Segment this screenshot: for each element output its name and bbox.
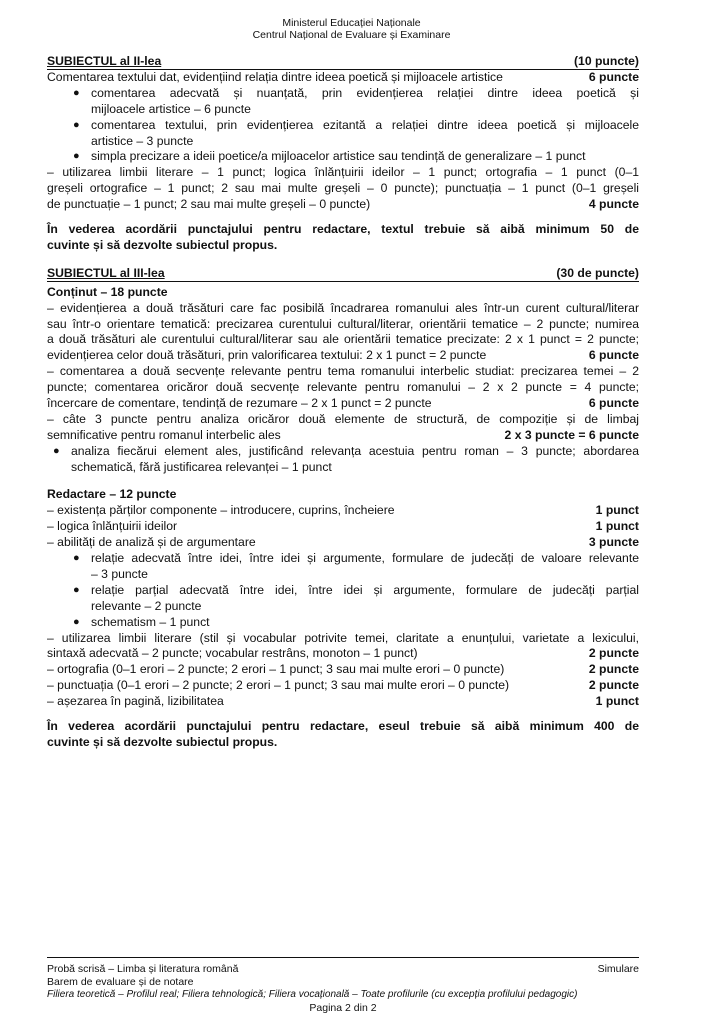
s2-bullet-1 xyxy=(47,86,639,102)
bullet-icon: ● xyxy=(53,444,60,457)
bullet-icon: ● xyxy=(73,118,80,131)
text: comentarea adecvată și nuanțată, prin evidențierea relației dintre ideea poetică și xyxy=(91,85,639,100)
s3-line xyxy=(47,348,639,364)
s3-line: – evidențierea a două trăsături care fac posibilă încadrarea romanului ales într-un curent cultural/literar xyxy=(47,300,639,315)
text: relație adecvată între idei, între idei și argumente, formulare de judecăți de valoare relevante xyxy=(91,551,639,566)
continut-heading: Conținut – 18 puncte xyxy=(47,284,168,299)
header-ministry: Ministerul Educației Naționale xyxy=(282,17,421,29)
footer-line-1 xyxy=(47,963,639,976)
s3-line: – câte 3 puncte pentru analiza oricăror două elemente de structură, de compoziție și de limbaj xyxy=(47,411,639,426)
points: 2 puncte xyxy=(583,678,639,694)
text: evidențierea celor două trăsături, prin valorificarea textului: 2 x 1 punct = 2 puncte xyxy=(47,348,487,363)
text: schematism – 1 punct xyxy=(91,614,210,629)
text: – ortografia (0–1 erori – 2 puncte; 2 erori – 1 punct; 3 sau mai multe erori – 0 puncte) xyxy=(47,662,505,677)
s2-criterion-points: 6 puncte xyxy=(583,70,639,86)
points: 1 punct xyxy=(590,694,639,710)
s3-line: sau într-o orientare tematică: precizarea curentului cultural/literar, orientării tematice – 2 puncte; numirea xyxy=(47,316,639,331)
section-3-title: SUBIECTUL al III-lea xyxy=(47,265,165,280)
s3-line: puncte; comentarea oricăror două secvențe relevante pentru romanului – 2 x 2 puncte = 4 puncte; xyxy=(47,380,639,395)
text: – logica înlănțuirii ideilor xyxy=(47,519,178,534)
text: sintaxă adecvată – 2 puncte; vocabular restrâns, monoton – 1 punct) xyxy=(47,646,418,661)
section-3-heading xyxy=(47,266,639,282)
footer-type: Simulare xyxy=(597,963,639,975)
points: 2 x 3 puncte = 6 puncte xyxy=(499,428,639,444)
bullet-icon: ● xyxy=(73,552,80,565)
r-line: – utilizarea limbii literare (stil și vocabular potrivite temei, claritate a enunțului, varietate a lexicului, xyxy=(47,630,639,645)
s3-line xyxy=(47,396,639,412)
s2-bullet-3 xyxy=(47,149,639,165)
redactare-heading: Redactare – 12 puncte xyxy=(47,487,177,502)
text: comentarea textului, prin evidențierea ezitantă a relației dintre ideea poetică și mijloacele xyxy=(91,117,639,132)
bullet-icon: ● xyxy=(73,583,80,596)
s2-line xyxy=(47,197,639,213)
page-number: Pagina 2 din 2 xyxy=(309,1002,377,1014)
text: încercare de comentare, tendință de rezumare – 2 x 1 punct = 2 puncte xyxy=(47,396,432,411)
bullet-icon: ● xyxy=(73,86,80,99)
text: analiza fiecărui element ales, justificând relevanța acestuia pentru roman – 3 puncte; abordarea xyxy=(71,443,639,458)
text: de punctuație – 1 punct; 2 sau mai multe greșeli – 0 puncte) xyxy=(47,197,371,212)
s2-bullet-1-cont: mijloacele artistice – 6 puncte xyxy=(91,101,251,116)
text: – existența părților componente – introducere, cuprins, încheiere xyxy=(47,503,395,518)
text: simpla precizare a ideii poetice/a mijloacelor artistice sau tendință de generalizare – 1 punct xyxy=(91,149,586,164)
points: 3 puncte xyxy=(583,535,639,551)
points: 2 puncte xyxy=(583,662,639,678)
section-3-points: (30 de puncte) xyxy=(556,265,639,280)
s2-note: În vederea acordării punctajului pentru redactare, textul trebuie să aibă minimum 50 de xyxy=(47,222,639,237)
points: 1 punct xyxy=(590,503,639,519)
section-2-points: (10 puncte) xyxy=(573,54,639,68)
footer-rule xyxy=(47,957,639,958)
s2-bullet-2 xyxy=(47,118,639,134)
points: 1 punct xyxy=(590,519,639,535)
s3-line: a două trăsături ale curentului cultural/literar sau ale orientării tematice precizate: 2 x 1 punct = 2 puncte; xyxy=(47,332,639,347)
footer-line-2: Barem de evaluare și de notare xyxy=(47,976,194,988)
s2-bullet-2-cont: artistice – 3 puncte xyxy=(91,133,194,148)
s3-line xyxy=(47,428,639,444)
r-line xyxy=(47,519,639,535)
text: – punctuația (0–1 erori – 2 puncte; 2 erori – 1 punct; 3 sau mai multe erori – 0 puncte) xyxy=(47,678,510,693)
r-line xyxy=(47,503,639,519)
s3-bullet-cont: schematică, fără justificarea relevanței – 1 punct xyxy=(71,459,332,474)
r-bullet xyxy=(47,583,639,599)
text: – așezarea în pagină, lizibilitatea xyxy=(47,694,224,709)
points: 6 puncte xyxy=(583,396,639,412)
s3-bullet xyxy=(47,444,639,460)
spacer xyxy=(47,254,639,266)
r-line xyxy=(47,694,639,710)
spacer xyxy=(47,213,639,222)
section-2-title: SUBIECTUL al II-lea xyxy=(47,54,162,68)
footer-line-3: Filiera teoretică – Profilul real; Filiera tehnologică; Filiera vocațională – Toate profilurile (cu excepția profilului pedagogic) xyxy=(47,989,578,1000)
text: semnificative pentru romanul interbelic ales xyxy=(47,427,281,442)
r-line xyxy=(47,662,639,678)
r-bullet-cont: – 3 puncte xyxy=(91,566,148,581)
content xyxy=(47,54,639,751)
r-line xyxy=(47,646,639,662)
r-line xyxy=(47,535,639,551)
s2-line: – utilizarea limbii literare – 1 punct; logica înlănțuirii ideilor – 1 punct; ortografia – 1 punct (0–1 xyxy=(47,165,639,180)
text: relație parțial adecvată între idei, între idei și argumente, formulare de judecăți parțial xyxy=(91,582,639,597)
s3-note-cont: cuvinte și să dezvolte subiectul propus. xyxy=(47,734,278,749)
spacer xyxy=(47,475,639,487)
bullet-icon: ● xyxy=(73,150,80,163)
spacer xyxy=(47,710,639,719)
points: 2 puncte xyxy=(583,646,639,662)
text: – abilități de analiză și de argumentare xyxy=(47,535,256,550)
points: 4 puncte xyxy=(583,197,639,213)
r-line xyxy=(47,678,639,694)
s2-line xyxy=(47,70,639,86)
header-center: Centrul Național de Evaluare și Examinare xyxy=(252,29,451,41)
footer-exam: Probă scrisă – Limba și literatura română xyxy=(47,963,239,975)
r-bullet xyxy=(47,551,639,567)
s2-note-cont: cuvinte și să dezvolte subiectul propus. xyxy=(47,237,278,252)
r-bullet xyxy=(47,615,639,631)
bullet-icon: ● xyxy=(73,615,80,628)
s2-criterion: Comentarea textului dat, evidențiind relația dintre ideea poetică și mijloacele artistice xyxy=(47,70,503,84)
r-bullet-cont: relevante – 2 puncte xyxy=(91,598,202,613)
s2-line: greșeli ortografice – 1 punct; 2 sau mai multe greșeli – 0 puncte); punctuația – 1 punct (0–1 greșeli xyxy=(47,181,639,196)
points: 6 puncte xyxy=(583,348,639,364)
section-2-heading xyxy=(47,54,639,70)
s3-note: În vederea acordării punctajului pentru redactare, eseul trebuie să aibă minimum 400 de xyxy=(47,718,639,733)
s3-line: – comentarea a două secvențe relevante pentru tema romanului interbelic studiat: precizarea temei – 2 xyxy=(47,364,639,379)
